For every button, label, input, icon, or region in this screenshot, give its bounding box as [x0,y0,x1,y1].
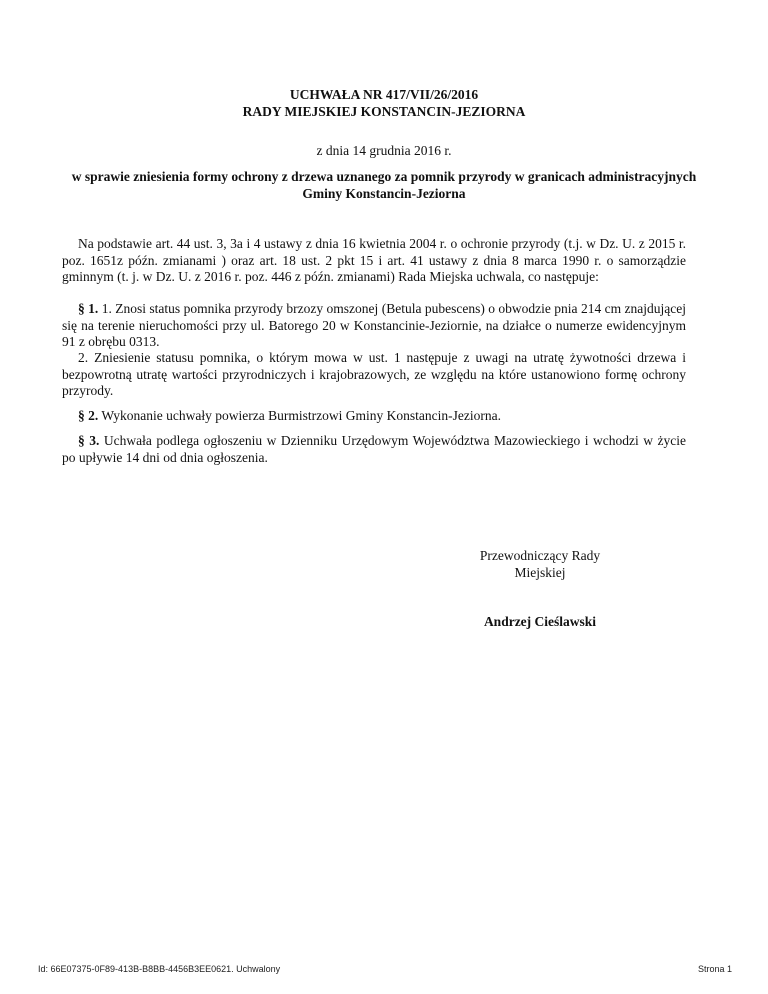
section-3-paragraph [62,433,686,466]
legal-basis-paragraph: Na podstawie art. 44 ust. 3, 3a i 4 ustawy z dnia 16 kwietnia 2004 r. o ochronie przyrody (t.j. w Dz. U. z 2015 r. poz. 1651z późn. zmianami ) oraz art. 18 ust. 2 pkt 15 i art. 41 ustawy z dnia 8 marca 1990 r. o samorządzie gminnym (t. j. w Dz. U. z 2016 r. poz. 446 z późn. zmianami) Rada Miejska uchwala, co następuje: [62,236,686,284]
footer-document-id: Id: 66E07375-0F89-413B-B8BB-4456B3EE0621. Uchwalony [38,964,281,974]
footer-page-number: Strona 1 [697,964,732,974]
resolution-date: z dnia 14 grudnia 2016 r. [316,143,452,158]
council-name-heading: RADY MIEJSKIEJ KONSTANCIN-JEZIORNA [242,104,526,119]
section-1-label: § 1. [78,301,99,316]
section-3-text: Uchwała podlega ogłoszeniu w Dzienniku Urzędowym Województwa Mazowieckiego i wchodzi w życie po upływie 14 dni od dnia ogłoszenia. [62,433,686,465]
section-1-paragraph [62,301,686,351]
section-2-text: Wykonanie uchwały powierza Burmistrzowi Gminy Konstancin-Jeziorna. [98,408,501,423]
resolution-number-heading: UCHWAŁA NR 417/VII/26/2016 [289,87,479,102]
signatory-role-line-1: Przewodniczący Rady [479,548,601,563]
section-1-point-2: 2. Zniesienie statusu pomnika, o którym mowa w ust. 1 następuje z uwagi na utratę żywotności drzewa i bezpowrotną utratę wartości przyrodniczych i krajobrazowych, ze względu na które ustanowiono formę ochrony przyrody. [62,350,686,398]
signatory-name: Andrzej Cieślawski [483,614,597,629]
section-2-label: § 2. [78,408,99,423]
section-1-text: 1. Znosi status pomnika przyrody brzozy omszonej (Betula pubescens) o obwodzie pnia 214 cm znajdującej się na terenie nieruchomości przy ul. Batorego 20 w Konstancinie-Jeziornie, na działce o numerze ewidencyjnym 91 z obrębu 0313. [62,301,687,349]
section-3-label: § 3. [78,433,100,448]
section-2-paragraph [62,408,686,425]
signatory-role-line-2: Miejskiej [514,565,566,580]
signatory-role [440,547,640,581]
resolution-subject: w sprawie zniesienia formy ochrony z drzewa uznanego za pomnik przyrody w granicach administracyjnych Gminy Konstancin-Jeziorna [71,169,697,201]
